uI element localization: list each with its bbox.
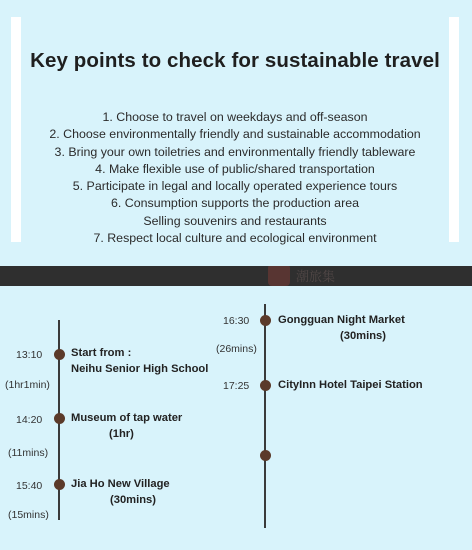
stop-time: 13:10 (16, 349, 43, 361)
watermark-logo-icon (268, 266, 290, 286)
stop-subtitle: (30mins) (340, 330, 387, 342)
stop-subtitle: Neihu Senior High School (71, 363, 209, 375)
tips-list (21, 109, 449, 247)
dark-strip (0, 266, 472, 286)
tip-item: 3. Bring your own toiletries and environmentally friendly tableware (54, 144, 416, 159)
tip-item: Selling souvenirs and restaurants (143, 213, 327, 228)
watermark-text: 潮旅集 (296, 268, 336, 284)
tip-item: 2. Choose environmentally friendly and sustainable accommodation (49, 127, 421, 142)
timeline-dot (260, 450, 271, 461)
top-band (0, 0, 472, 266)
travel-duration: (1hr1min) (5, 379, 50, 391)
travel-duration: (15mins) (8, 509, 49, 521)
tip-item: 7. Respect local culture and ecological environment (93, 231, 377, 246)
tip-item: 5. Participate in legal and locally operated experience tours (72, 179, 398, 194)
watermark (268, 266, 335, 286)
stop-time: 16:30 (223, 315, 250, 327)
stop-name: CityInn Hotel Taipei Station (278, 379, 423, 391)
tip-item: 6. Consumption supports the production area (111, 196, 359, 211)
timeline-area (0, 286, 472, 550)
tip-item: 4. Make flexible use of public/shared transportation (95, 161, 375, 176)
timeline-dot (54, 349, 65, 360)
stop-name: Start from : (71, 347, 132, 359)
stop-time: 15:40 (16, 480, 43, 492)
timeline-dot (260, 380, 271, 391)
travel-duration: (26mins) (216, 343, 257, 355)
tips-card (11, 17, 459, 246)
stop-subtitle: (30mins) (110, 494, 157, 506)
stop-time: 17:25 (223, 380, 250, 392)
card-title: Key points to check for sustainable travel (30, 49, 440, 72)
travel-duration: (11mins) (8, 447, 49, 459)
timeline-dot (260, 315, 271, 326)
stop-name: Jia Ho New Village (71, 478, 170, 490)
right-timeline-line (264, 304, 266, 528)
tip-item: 1. Choose to travel on weekdays and off-season (102, 110, 368, 124)
stop-name: Gongguan Night Market (278, 314, 405, 326)
stop-name: Museum of tap water (71, 412, 183, 424)
stop-time: 14:20 (16, 414, 43, 426)
timeline-dot (54, 479, 65, 490)
timeline-dot (54, 413, 65, 424)
stop-subtitle: (1hr) (109, 428, 134, 440)
